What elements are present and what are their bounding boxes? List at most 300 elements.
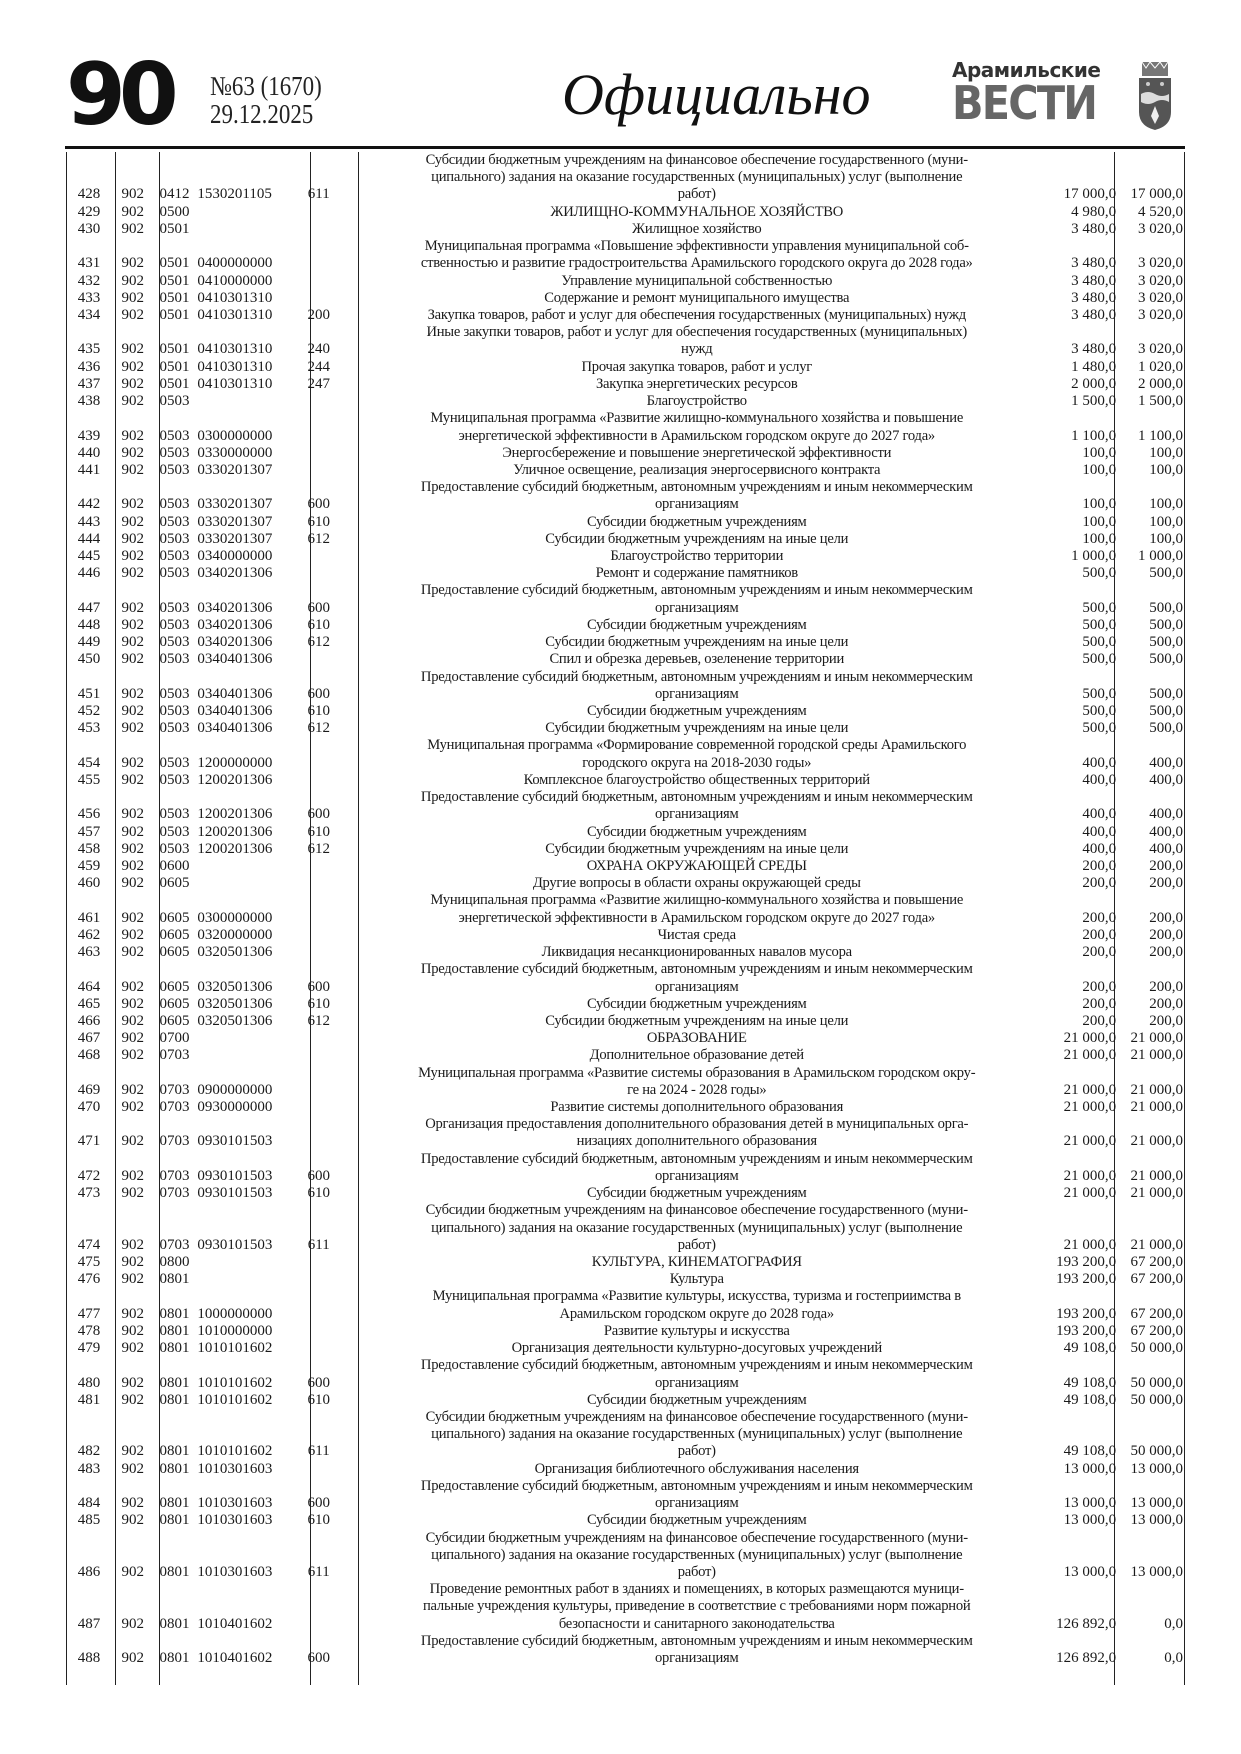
- amount-2026: 100,0: [1082, 496, 1117, 513]
- target-article: 1200201306: [197, 823, 273, 840]
- row-number: 453: [77, 720, 101, 737]
- row-number: 436: [77, 358, 101, 375]
- target-article: 1200201306: [197, 806, 273, 823]
- section-code: 0503: [159, 806, 190, 823]
- row-number: 479: [77, 1340, 101, 1357]
- ved-code: 902: [121, 1133, 145, 1150]
- amount-2026: 193 200,0: [1056, 1254, 1117, 1270]
- section-code: 0605: [159, 875, 190, 892]
- expense-type: 610: [307, 1512, 330, 1529]
- section-code: 0503: [159, 444, 190, 461]
- target-article: 0400000000: [197, 255, 273, 272]
- target-article: 1010301603: [197, 1563, 273, 1580]
- row-number: 477: [77, 1305, 101, 1322]
- row-number: 472: [77, 1167, 101, 1184]
- amount-2026: 3 480,0: [1071, 255, 1117, 272]
- target-article: 0930101503: [197, 1133, 273, 1150]
- expense-type: 611: [307, 1443, 330, 1460]
- ved-code: 902: [121, 565, 145, 582]
- ved-code: 902: [121, 1099, 145, 1116]
- section-code: 0801: [159, 1460, 190, 1477]
- expense-type: 600: [307, 1650, 330, 1667]
- target-article: 1200201306: [197, 771, 273, 788]
- amount-2026: 400,0: [1082, 771, 1117, 788]
- section-code: 0501: [159, 289, 190, 306]
- target-article: 0340201306: [197, 616, 273, 633]
- target-article: 0410000000: [197, 272, 273, 289]
- table-row: [66, 720, 1185, 737]
- row-number: 488: [77, 1650, 101, 1667]
- target-article: 0410301310: [197, 306, 273, 323]
- amount-2027: 1 100,0: [1138, 427, 1183, 444]
- table-row: [66, 273, 1185, 290]
- section-code: 0801: [159, 1374, 190, 1391]
- description: Субсидии бюджетным учреждениям на иные цели: [545, 1012, 849, 1029]
- description: Субсидии бюджетным учреждениям: [586, 995, 807, 1012]
- description: Закупка энергетических ресурсов: [595, 375, 798, 392]
- target-article: 0320501306: [197, 978, 273, 995]
- row-number: 487: [77, 1615, 101, 1632]
- row-number: 442: [77, 496, 101, 513]
- expense-type: 600: [307, 496, 330, 513]
- amount-2027: 0,0: [1164, 1650, 1183, 1667]
- ved-code: 902: [121, 616, 145, 633]
- expense-type: 600: [307, 978, 330, 995]
- section-code: 0501: [159, 220, 190, 237]
- section-code: 0703: [159, 1167, 190, 1184]
- row-number: 447: [77, 599, 101, 616]
- row-number: 473: [77, 1185, 101, 1202]
- table-row: [66, 651, 1185, 668]
- row-number: 428: [77, 186, 101, 203]
- table-row: [66, 1047, 1185, 1064]
- amount-2027: 50 000,0: [1130, 1443, 1183, 1460]
- section-code: 0703: [159, 1185, 190, 1202]
- row-number: 456: [77, 806, 101, 823]
- table-row: [66, 582, 1185, 616]
- ved-code: 902: [121, 375, 145, 392]
- amount-2027: 1 020,0: [1138, 358, 1183, 375]
- amount-2026: 500,0: [1082, 565, 1117, 582]
- target-article: 1010301603: [197, 1460, 273, 1477]
- table-row: [66, 789, 1185, 823]
- description: ЖИЛИЩНО-КОММУНАЛЬНОЕ ХОЗЯЙСТВО: [550, 203, 844, 220]
- ved-code: 902: [121, 1271, 145, 1288]
- expense-type: 612: [307, 840, 330, 857]
- table-row: [66, 1392, 1185, 1409]
- section-code: 0801: [159, 1271, 190, 1288]
- table-row: [66, 1271, 1185, 1288]
- page-number: 90: [66, 45, 172, 145]
- ved-code: 902: [121, 203, 145, 220]
- table-row: [66, 445, 1185, 462]
- row-number: 449: [77, 634, 101, 651]
- target-article: 0330201307: [197, 530, 273, 547]
- ved-code: 902: [121, 444, 145, 461]
- amount-2027: 500,0: [1149, 634, 1183, 651]
- section-code: 0503: [159, 634, 190, 651]
- target-article: 0340201306: [197, 634, 273, 651]
- description: Другие вопросы в области охраны окружающей среды: [532, 875, 861, 892]
- amount-2026: 100,0: [1082, 513, 1117, 530]
- expense-type: 610: [307, 703, 330, 719]
- section-code: 0801: [159, 1615, 190, 1632]
- amount-2027: 13 000,0: [1130, 1512, 1183, 1529]
- amount-2027: 50 000,0: [1130, 1374, 1183, 1391]
- section-code: 0605: [159, 926, 190, 943]
- amount-2026: 500,0: [1082, 634, 1117, 651]
- expense-type: 612: [307, 720, 330, 737]
- amount-2026: 21 000,0: [1063, 1185, 1117, 1202]
- amount-2026: 400,0: [1082, 823, 1117, 840]
- target-article: 0340401306: [197, 720, 273, 737]
- description: Уличное освещение, реализация энергосервисного контракта: [513, 461, 881, 478]
- description: Благоустройство территории: [610, 548, 784, 565]
- newspaper-logo: [952, 58, 1112, 130]
- target-article: 0340000000: [197, 548, 273, 565]
- amount-2026: 400,0: [1082, 754, 1117, 771]
- table-row: [66, 703, 1185, 720]
- description: Организация предоставления дополнительного образования детей в муниципальных орга- низациях дополнительного образования: [425, 1116, 969, 1150]
- table-row: [66, 892, 1185, 926]
- description: Субсидии бюджетным учреждениям: [586, 513, 807, 530]
- ved-code: 902: [121, 651, 145, 668]
- table-row: [66, 1030, 1185, 1047]
- ved-code: 902: [121, 1391, 145, 1408]
- row-number: 454: [77, 754, 101, 771]
- amount-2027: 200,0: [1149, 995, 1183, 1012]
- target-article: 0410301310: [197, 375, 273, 392]
- description: Предоставление субсидий бюджетным, автономным учреждениям и иным некоммерческим организациям: [420, 961, 973, 995]
- target-article: 1010301603: [197, 1495, 273, 1512]
- table-row: [66, 410, 1185, 444]
- section-code: 0801: [159, 1305, 190, 1322]
- expense-type: 610: [307, 1185, 330, 1202]
- target-article: 0340201306: [197, 599, 273, 616]
- ved-code: 902: [121, 358, 145, 375]
- amount-2027: 50 000,0: [1130, 1340, 1183, 1357]
- description: Предоставление субсидий бюджетным, автономным учреждениям и иным некоммерческим организациям: [420, 789, 973, 823]
- ved-code: 902: [121, 1047, 145, 1064]
- target-article: 1000000000: [197, 1305, 273, 1322]
- table-row: [66, 1288, 1185, 1322]
- description: Субсидии бюджетным учреждениям на финансовое обеспечение государственного (муни- ципального) задания на оказание государственных (муниципальных) услуг (выполнение работ): [425, 152, 968, 203]
- section-code: 0605: [159, 978, 190, 995]
- amount-2027: 3 020,0: [1138, 255, 1183, 272]
- amount-2026: 21 000,0: [1063, 1081, 1117, 1098]
- section-code: 0503: [159, 548, 190, 565]
- table-row: [66, 307, 1185, 324]
- amount-2026: 500,0: [1082, 703, 1117, 719]
- ved-code: 902: [121, 875, 145, 892]
- ved-code: 902: [121, 496, 145, 513]
- amount-2026: 49 108,0: [1063, 1340, 1117, 1357]
- amount-2026: 200,0: [1082, 857, 1117, 874]
- amount-2026: 1 500,0: [1071, 393, 1117, 410]
- amount-2027: 100,0: [1149, 496, 1183, 513]
- ved-code: 902: [121, 1305, 145, 1322]
- expense-type: 611: [307, 1563, 330, 1580]
- amount-2026: 13 000,0: [1063, 1512, 1117, 1529]
- amount-2026: 1 100,0: [1071, 427, 1117, 444]
- amount-2026: 3 480,0: [1071, 272, 1117, 289]
- amount-2027: 500,0: [1149, 703, 1183, 719]
- amount-2026: 400,0: [1082, 840, 1117, 857]
- section-code: 0703: [159, 1133, 190, 1150]
- row-number: 445: [77, 548, 101, 565]
- expense-type: 600: [307, 806, 330, 823]
- section-code: 0501: [159, 306, 190, 323]
- section-code: 0605: [159, 1012, 190, 1029]
- row-number: 443: [77, 513, 101, 530]
- target-article: 0410301310: [197, 358, 273, 375]
- target-article: 0340201306: [197, 565, 273, 582]
- amount-2026: 200,0: [1082, 995, 1117, 1012]
- section-code: 0801: [159, 1495, 190, 1512]
- expense-type: 240: [307, 341, 330, 358]
- amount-2027: 400,0: [1149, 840, 1183, 857]
- table-row: [66, 858, 1185, 875]
- row-number: 483: [77, 1460, 101, 1477]
- amount-2026: 200,0: [1082, 875, 1117, 892]
- target-article: 1530201105: [197, 186, 272, 203]
- expense-type: 600: [307, 1374, 330, 1391]
- target-article: 1010000000: [197, 1322, 273, 1339]
- amount-2026: 21 000,0: [1063, 1133, 1117, 1150]
- section-code: 0503: [159, 720, 190, 737]
- amount-2027: 3 020,0: [1138, 306, 1183, 323]
- row-number: 430: [77, 220, 101, 237]
- amount-2027: 500,0: [1149, 720, 1183, 737]
- amount-2027: 400,0: [1149, 806, 1183, 823]
- amount-2027: 21 000,0: [1130, 1030, 1183, 1047]
- amount-2027: 21 000,0: [1130, 1081, 1183, 1098]
- description: Муниципальная программа «Развитие жилищно-коммунального хозяйства и повышение энергетической эффективности в Арамильском городском округе до 2027 года»: [430, 892, 964, 926]
- row-number: 448: [77, 616, 101, 633]
- section-code: 0503: [159, 703, 190, 719]
- section-code: 0703: [159, 1099, 190, 1116]
- description: Комплексное благоустройство общественных территорий: [523, 771, 870, 788]
- ved-code: 902: [121, 1254, 145, 1270]
- table-row: [66, 238, 1185, 272]
- row-number: 450: [77, 651, 101, 668]
- table-row: [66, 1151, 1185, 1185]
- amount-2026: 100,0: [1082, 461, 1117, 478]
- amount-2027: 200,0: [1149, 926, 1183, 943]
- section-code: 0501: [159, 272, 190, 289]
- table-row: [66, 1323, 1185, 1340]
- amount-2026: 100,0: [1082, 444, 1117, 461]
- amount-2026: 500,0: [1082, 599, 1117, 616]
- amount-2027: 21 000,0: [1130, 1236, 1183, 1253]
- amount-2026: 21 000,0: [1063, 1047, 1117, 1064]
- table-row: [66, 1633, 1185, 1667]
- description: Субсидии бюджетным учреждениям на иные цели: [545, 840, 849, 857]
- row-number: 434: [77, 306, 101, 323]
- amount-2027: 4 520,0: [1138, 203, 1183, 220]
- row-number: 433: [77, 289, 101, 306]
- table-row: [66, 996, 1185, 1013]
- amount-2027: 400,0: [1149, 754, 1183, 771]
- table-row: [66, 927, 1185, 944]
- target-article: 0410301310: [197, 289, 273, 306]
- description: Содержание и ремонт муниципального имущества: [544, 289, 850, 306]
- amount-2027: 100,0: [1149, 513, 1183, 530]
- ved-code: 902: [121, 995, 145, 1012]
- target-article: 0320501306: [197, 944, 273, 961]
- amount-2027: 1 500,0: [1138, 393, 1183, 410]
- section-code: 0503: [159, 616, 190, 633]
- expense-type: 610: [307, 616, 330, 633]
- table-row: [66, 1099, 1185, 1116]
- amount-2027: 200,0: [1149, 978, 1183, 995]
- target-article: 0330201307: [197, 513, 273, 530]
- section-title: Официально: [562, 62, 871, 127]
- section-code: 0605: [159, 944, 190, 961]
- amount-2026: 200,0: [1082, 978, 1117, 995]
- table-row: [66, 961, 1185, 995]
- row-number: 467: [77, 1030, 101, 1047]
- description: Предоставление субсидий бюджетным, автономным учреждениям и иным некоммерческим организациям: [420, 668, 973, 702]
- section-code: 0801: [159, 1340, 190, 1357]
- amount-2027: 400,0: [1149, 771, 1183, 788]
- target-article: 1010401602: [197, 1615, 273, 1632]
- amount-2026: 21 000,0: [1063, 1236, 1117, 1253]
- description: Субсидии бюджетным учреждениям на иные цели: [545, 530, 849, 547]
- expense-type: 600: [307, 685, 330, 702]
- expense-type: 611: [307, 1236, 330, 1253]
- section-code: 0801: [159, 1322, 190, 1339]
- table-row: [66, 1013, 1185, 1030]
- ved-code: 902: [121, 857, 145, 874]
- amount-2026: 17 000,0: [1063, 186, 1117, 203]
- target-article: 0340401306: [197, 703, 273, 719]
- expense-type: 612: [307, 530, 330, 547]
- amount-2026: 3 480,0: [1071, 220, 1117, 237]
- ved-code: 902: [121, 703, 145, 719]
- row-number: 474: [77, 1236, 101, 1253]
- section-code: 0503: [159, 427, 190, 444]
- description: Субсидии бюджетным учреждениям на финансовое обеспечение государственного (муни- ципального) задания на оказание государственных (муниципальных) услуг (выполнение работ): [425, 1202, 968, 1253]
- amount-2026: 49 108,0: [1063, 1391, 1117, 1408]
- row-number: 482: [77, 1443, 101, 1460]
- amount-2027: 200,0: [1149, 1012, 1183, 1029]
- amount-2027: 13 000,0: [1130, 1563, 1183, 1580]
- ved-code: 902: [121, 1650, 145, 1667]
- expense-type: 610: [307, 995, 330, 1012]
- section-code: 0500: [159, 203, 190, 220]
- row-number: 481: [77, 1391, 101, 1408]
- expense-type: 244: [307, 358, 330, 375]
- description: Субсидии бюджетным учреждениям: [586, 703, 807, 719]
- ved-code: 902: [121, 427, 145, 444]
- row-number: 468: [77, 1047, 101, 1064]
- amount-2026: 500,0: [1082, 616, 1117, 633]
- ved-code: 902: [121, 272, 145, 289]
- target-article: 0300000000: [197, 909, 273, 926]
- description: Предоставление субсидий бюджетным, автономным учреждениям и иным некоммерческим организациям: [420, 479, 973, 513]
- issue-number: №63 (1670): [210, 71, 322, 101]
- description: Иные закупки товаров, работ и услуг для обеспечения государственных (муниципальных) нужд: [426, 324, 968, 358]
- amount-2027: 67 200,0: [1130, 1254, 1183, 1270]
- amount-2027: 3 020,0: [1138, 341, 1183, 358]
- expense-type: 612: [307, 1012, 330, 1029]
- amount-2026: 200,0: [1082, 909, 1117, 926]
- target-article: 0340401306: [197, 685, 273, 702]
- header-rule: [65, 146, 1185, 149]
- amount-2026: 200,0: [1082, 1012, 1117, 1029]
- row-number: 438: [77, 393, 101, 410]
- section-code: 0501: [159, 255, 190, 272]
- table-row: [66, 1185, 1185, 1202]
- row-number: 475: [77, 1254, 101, 1270]
- ved-code: 902: [121, 461, 145, 478]
- target-article: 1010101602: [197, 1374, 273, 1391]
- amount-2026: 200,0: [1082, 926, 1117, 943]
- target-article: 0410301310: [197, 341, 273, 358]
- amount-2027: 3 020,0: [1138, 220, 1183, 237]
- ved-code: 902: [121, 1012, 145, 1029]
- amount-2027: 17 000,0: [1130, 186, 1183, 203]
- amount-2026: 2 000,0: [1071, 375, 1117, 392]
- description: Благоустройство: [646, 393, 747, 410]
- ved-code: 902: [121, 513, 145, 530]
- row-number: 435: [77, 341, 101, 358]
- table-row: [66, 1478, 1185, 1512]
- section-code: 0605: [159, 995, 190, 1012]
- target-article: 1200201306: [197, 840, 273, 857]
- ved-code: 902: [121, 754, 145, 771]
- ved-code: 902: [121, 1460, 145, 1477]
- table-row: [66, 359, 1185, 376]
- table-row: [66, 1340, 1185, 1357]
- table-row: [66, 479, 1185, 513]
- issue-info: [210, 72, 322, 128]
- description: Муниципальная программа «Развитие системы образования в Арамильском городском окру- ге на 2024 - 2028 годы»: [418, 1064, 976, 1098]
- table-row: [66, 1581, 1185, 1633]
- amount-2027: 200,0: [1149, 944, 1183, 961]
- description: ОБРАЗОВАНИЕ: [646, 1030, 747, 1047]
- ved-code: 902: [121, 220, 145, 237]
- target-article: 0320000000: [197, 926, 273, 943]
- coat-of-arms-icon: [1136, 60, 1174, 132]
- description: Субсидии бюджетным учреждениям на иные цели: [545, 720, 849, 737]
- amount-2026: 13 000,0: [1063, 1563, 1117, 1580]
- amount-2027: 200,0: [1149, 875, 1183, 892]
- row-number: 458: [77, 840, 101, 857]
- table-row: [66, 634, 1185, 651]
- ved-code: 902: [121, 1512, 145, 1529]
- table-row: [66, 514, 1185, 531]
- expense-type: 610: [307, 1391, 330, 1408]
- amount-2027: 50 000,0: [1130, 1391, 1183, 1408]
- table-row: [66, 841, 1185, 858]
- ved-code: 902: [121, 1322, 145, 1339]
- description: Организация библиотечного обслуживания населения: [534, 1460, 859, 1477]
- row-number: 469: [77, 1081, 101, 1098]
- amount-2027: 21 000,0: [1130, 1185, 1183, 1202]
- row-number: 451: [77, 685, 101, 702]
- table-row: [66, 1065, 1185, 1099]
- table-row: [66, 393, 1185, 410]
- amount-2027: 2 000,0: [1138, 375, 1183, 392]
- table-row: [66, 1409, 1185, 1461]
- table-row: [66, 221, 1185, 238]
- description: Энергосбережение и повышение энергетической эффективности: [502, 444, 892, 461]
- description: Спил и обрезка деревьев, озеленение территории: [549, 651, 845, 668]
- description: Чистая среда: [657, 926, 736, 943]
- table-row: [66, 152, 1185, 204]
